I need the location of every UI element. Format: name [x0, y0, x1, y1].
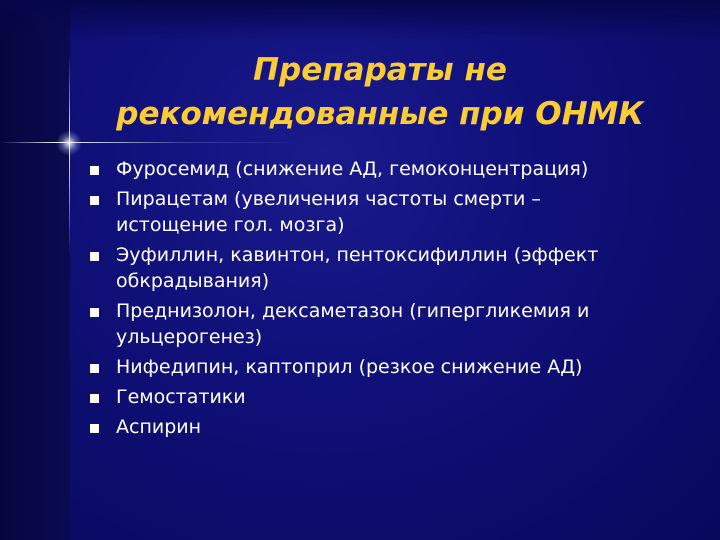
bullet-item	[88, 186, 688, 238]
title-line-2: рекомендованные при ОНМК	[116, 96, 644, 132]
square-bullet-icon	[90, 166, 99, 175]
title-line-1: Препараты не	[253, 52, 507, 88]
bullet-text-line: ульцерогенез)	[116, 326, 263, 348]
square-bullet-icon	[90, 308, 99, 317]
bullet-item	[88, 414, 688, 440]
top-decor-band	[0, 0, 720, 40]
bullet-list	[88, 156, 688, 444]
bullet-item	[88, 298, 688, 350]
square-bullet-icon	[90, 252, 99, 261]
bullet-text-line: Нифедипин, каптоприл (резкое снижение АД)	[116, 356, 583, 378]
bullet-item	[88, 242, 688, 294]
bullet-text-line: истощение гол. мозга)	[116, 214, 345, 236]
bullet-text-line: Аспирин	[116, 416, 202, 438]
sparkle-star-icon	[56, 130, 82, 156]
sparkle-horizontal-line	[0, 142, 300, 143]
slide-title	[90, 48, 670, 136]
square-bullet-icon	[90, 424, 99, 433]
square-bullet-icon	[90, 364, 99, 373]
bullet-text-line: Пирацетам (увеличения частоты смерти –	[116, 188, 541, 210]
bullet-text-line: Гемостатики	[116, 386, 246, 408]
bullet-text-line: Фуросемид (снижение АД, гемоконцентрация)	[116, 158, 589, 180]
square-bullet-icon	[90, 394, 99, 403]
bullet-item	[88, 384, 688, 410]
square-bullet-icon	[90, 196, 99, 205]
left-decor-band	[0, 0, 70, 540]
bullet-item	[88, 354, 688, 380]
bullet-text-line: обкрадывания)	[116, 270, 270, 292]
bullet-text-line: Преднизолон, дексаметазон (гипергликемия и	[116, 300, 590, 322]
bullet-text-line: Эуфиллин, кавинтон, пентоксифиллин (эффект	[116, 244, 599, 266]
bullet-item	[88, 156, 688, 182]
